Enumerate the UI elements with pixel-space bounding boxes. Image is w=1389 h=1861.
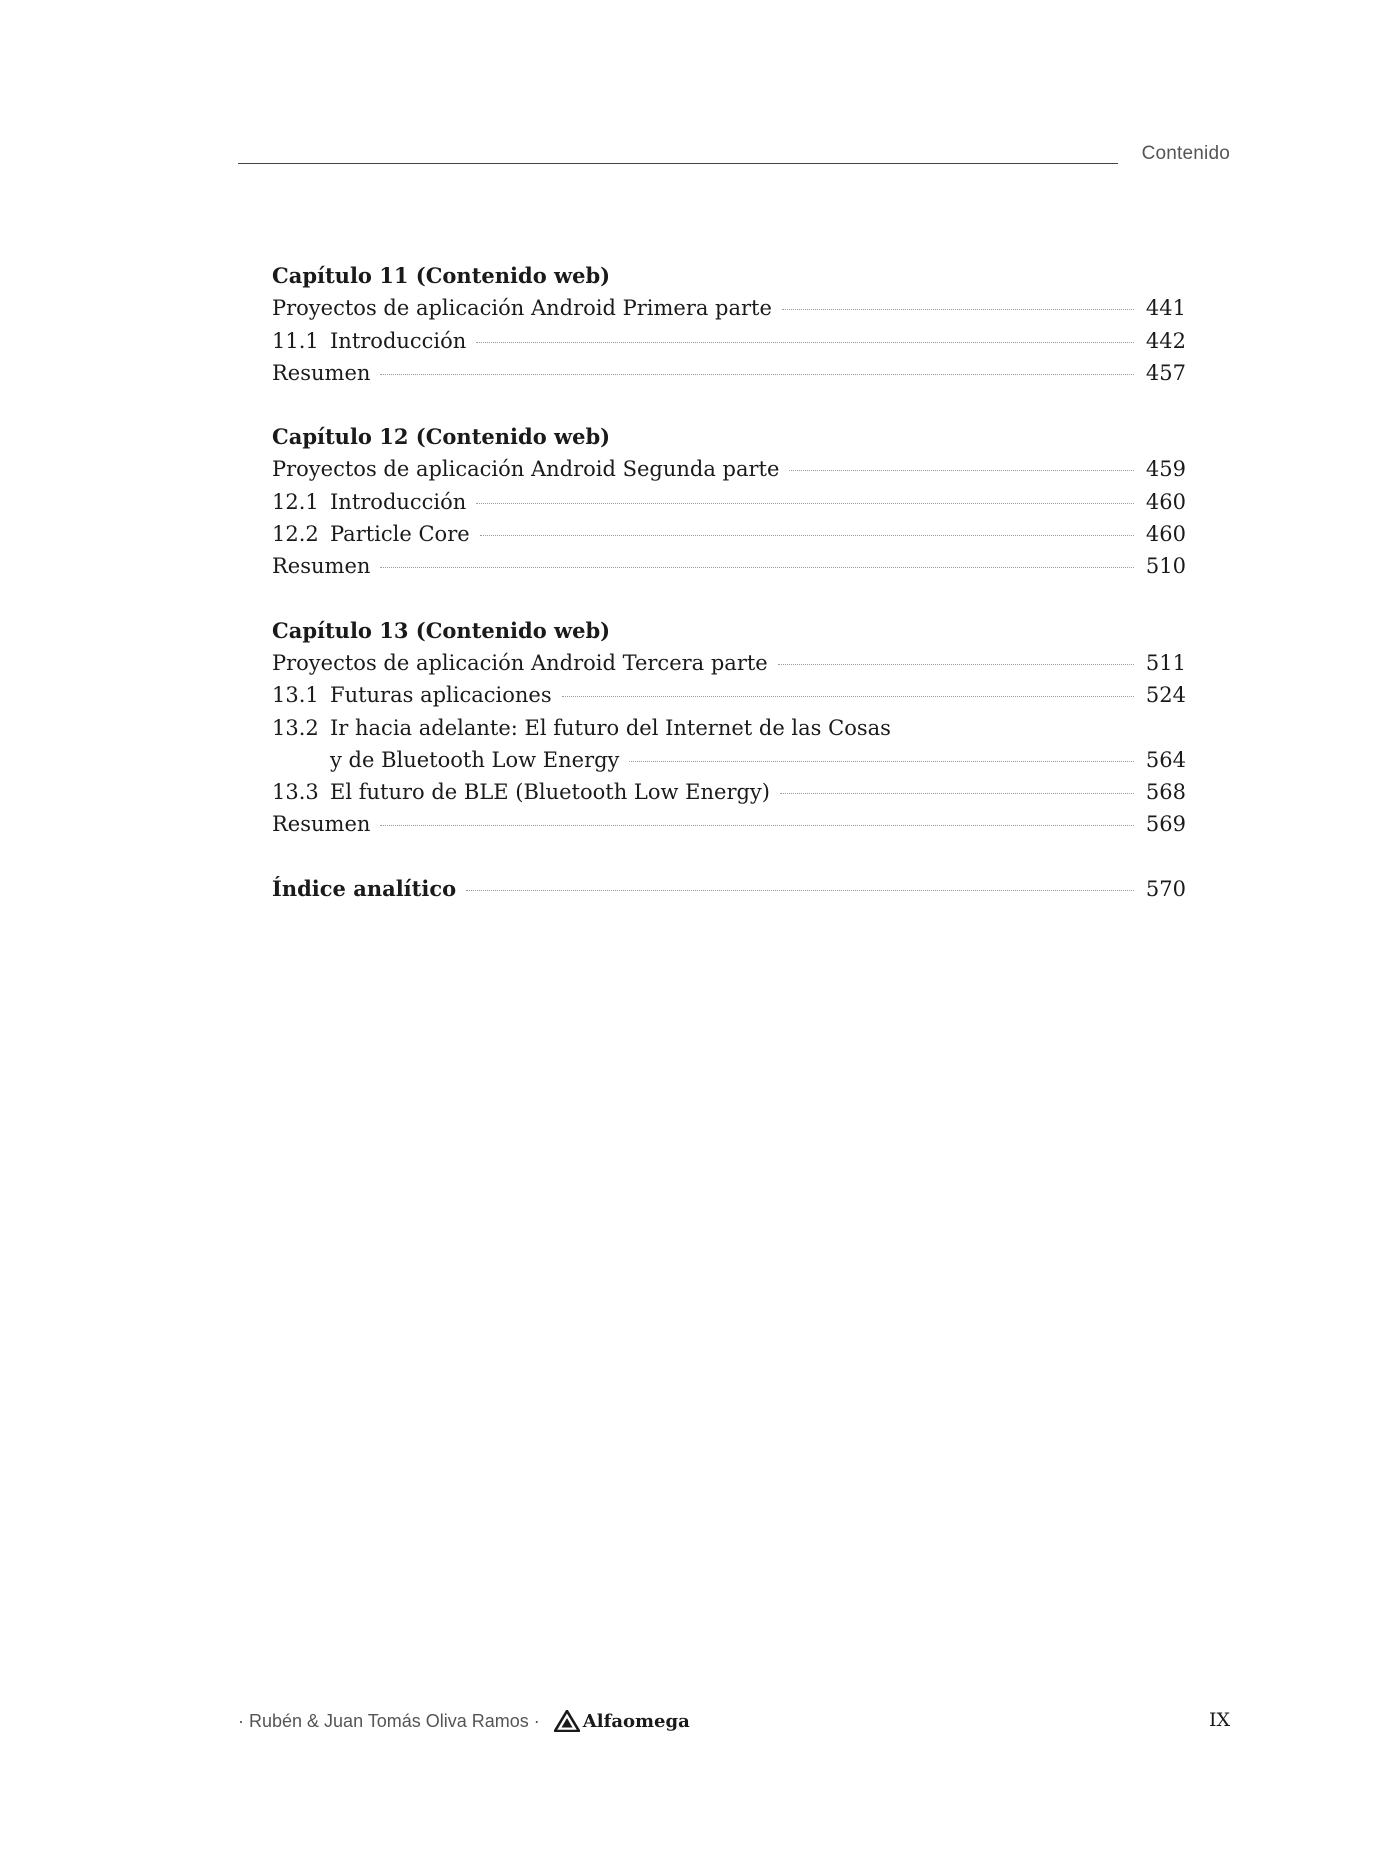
- toc-entry-title: y de Bluetooth Low Energy: [330, 747, 620, 772]
- dot-leader: [789, 470, 1134, 471]
- toc-entry-page: 570: [1145, 876, 1186, 901]
- toc-entry[interactable]: [272, 712, 1186, 744]
- chapter-heading: Capítulo 12 (Contenido web): [272, 424, 611, 450]
- publisher-name: Alfaomega: [582, 1710, 690, 1732]
- publisher-logo: [554, 1710, 690, 1732]
- toc-entry-page: 441: [1145, 296, 1186, 321]
- toc-entry-title: Introducción: [330, 489, 467, 514]
- dot-leader: [476, 342, 1134, 343]
- toc-entry-page: 569: [1145, 812, 1186, 837]
- toc-entry[interactable]: [272, 776, 1186, 808]
- toc-chapter-12: [272, 421, 1186, 582]
- toc-entry-page: 524: [1145, 683, 1186, 708]
- toc-entry-number: 12.2: [272, 522, 319, 547]
- toc-entry-page: 442: [1145, 328, 1186, 353]
- toc-chapter-11: [272, 260, 1186, 389]
- toc-entry[interactable]: [272, 679, 1186, 711]
- toc-entry-title: Índice analítico: [272, 875, 457, 901]
- toc-entry-title: Resumen: [272, 812, 371, 837]
- toc-entry-page: 511: [1145, 650, 1186, 675]
- toc-entry-page: 460: [1145, 489, 1186, 514]
- footer-authors: · Rubén & Juan Tomás Oliva Ramos ·: [238, 1710, 540, 1731]
- toc-entry-title: Resumen: [272, 360, 371, 385]
- toc-entry-title: El futuro de BLE (Bluetooth Low Energy): [330, 780, 770, 805]
- dot-leader: [782, 309, 1134, 310]
- toc-entry[interactable]: [272, 357, 1186, 389]
- dot-leader: [380, 567, 1134, 568]
- toc-entry-title: Ir hacia adelante: El futuro del Internet de las Cosas: [330, 715, 891, 740]
- dot-leader: [780, 793, 1134, 794]
- toc-entry-page: 568: [1145, 780, 1186, 805]
- toc-entry-title: Futuras aplicaciones: [330, 683, 552, 708]
- toc-entry[interactable]: [272, 325, 1186, 357]
- chapter-heading: Capítulo 13 (Contenido web): [272, 617, 611, 643]
- dot-leader: [629, 761, 1134, 762]
- toc-entry-title: Particle Core: [330, 522, 470, 547]
- dot-leader: [778, 664, 1134, 665]
- header-rule: [238, 163, 1118, 164]
- toc-entry-number: 13.2: [272, 715, 319, 740]
- toc-entry-number: 13.3: [272, 780, 319, 805]
- toc-entry-title: Resumen: [272, 554, 371, 579]
- table-of-contents: [272, 260, 1186, 905]
- chapter-heading: Capítulo 11 (Contenido web): [272, 263, 611, 288]
- toc-entry-page: 457: [1145, 360, 1186, 385]
- toc-entry[interactable]: [272, 808, 1186, 840]
- footer-credits: [238, 1710, 690, 1732]
- page-number: IX: [1208, 1709, 1230, 1731]
- toc-entry-number: 13.1: [272, 683, 319, 708]
- toc-chapter-13: [272, 615, 1186, 841]
- toc-entry[interactable]: [272, 486, 1186, 518]
- dot-leader: [476, 503, 1134, 504]
- toc-entry-page: 564: [1145, 747, 1186, 772]
- toc-entry[interactable]: [272, 647, 1186, 679]
- dot-leader: [480, 535, 1134, 536]
- toc-entry[interactable]: [272, 550, 1186, 582]
- toc-entry-number: 12.1: [272, 489, 319, 514]
- toc-entry-continuation[interactable]: [272, 744, 1186, 776]
- toc-entry-title: Proyectos de aplicación Android Segunda parte: [272, 457, 780, 482]
- alfaomega-logo-icon: [554, 1710, 580, 1732]
- toc-entry[interactable]: [272, 453, 1186, 485]
- toc-entry-page: 510: [1145, 554, 1186, 579]
- toc-entry-number: 11.1: [272, 328, 319, 353]
- toc-entry[interactable]: [272, 292, 1186, 324]
- toc-entry-title: Introducción: [330, 328, 467, 353]
- toc-index-entry[interactable]: [272, 873, 1186, 905]
- toc-entry-title: Proyectos de aplicación Android Tercera parte: [272, 650, 768, 675]
- running-header: Contenido: [1141, 143, 1230, 164]
- dot-leader: [380, 825, 1134, 826]
- toc-entry[interactable]: [272, 518, 1186, 550]
- toc-entry-title: Proyectos de aplicación Android Primera parte: [272, 296, 772, 321]
- dot-leader: [562, 696, 1134, 697]
- dot-leader: [466, 890, 1134, 891]
- toc-entry-page: 460: [1145, 522, 1186, 547]
- dot-leader: [380, 374, 1134, 375]
- toc-entry-page: 459: [1145, 457, 1186, 482]
